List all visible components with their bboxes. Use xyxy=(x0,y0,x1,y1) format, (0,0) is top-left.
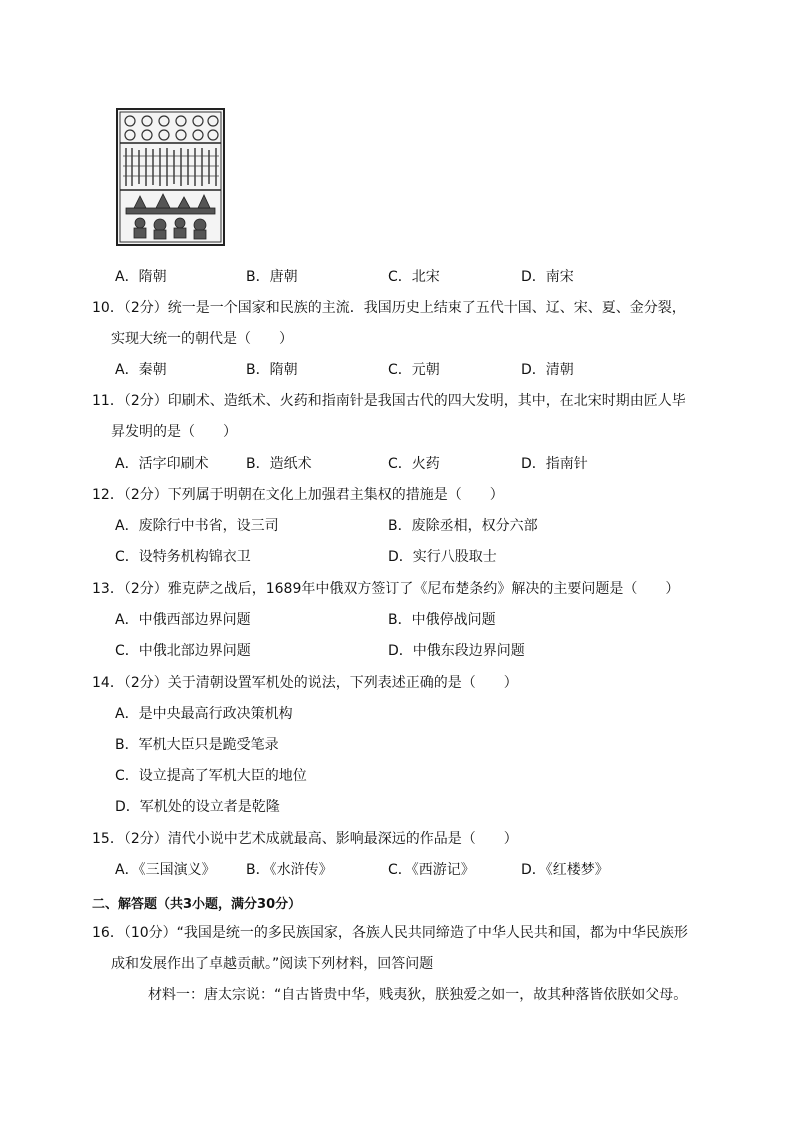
q13-option-a[interactable]: A．中俄西部边界问题 xyxy=(115,612,251,628)
q16-stem-line1: 16．（10分）“我国是统一的多民族国家，各族人民共同缔造了中华人民共和国，都为中华民族形 xyxy=(92,925,688,941)
q13-option-b[interactable]: B．中俄停战问题 xyxy=(388,612,496,628)
q12-stem: 12．（2分）下列属于明朝在文化上加强君主集权的措施是（ ） xyxy=(92,487,504,503)
q10-stem-line2: 实现大统一的朝代是（ ） xyxy=(111,331,293,347)
q15-option-d[interactable]: D．《红楼梦》 xyxy=(521,862,609,878)
q13-option-c[interactable]: C．中俄北部边界问题 xyxy=(115,643,251,659)
q16-stem-line2: 成和发展作出了卓越贡献。”阅读下列材料，回答问题 xyxy=(111,956,434,972)
q11-option-b[interactable]: B．造纸术 xyxy=(246,456,312,472)
q15-stem: 15．（2分）清代小说中艺术成就最高、影响最深远的作品是（ ） xyxy=(92,831,518,847)
q10-option-b[interactable]: B．隋朝 xyxy=(246,362,298,378)
q12-option-d[interactable]: D．实行八股取士 xyxy=(388,549,497,565)
q14-option-d[interactable]: D．军机处的设立者是乾隆 xyxy=(115,799,280,815)
q11-option-a[interactable]: A．活字印刷术 xyxy=(115,456,209,472)
q13-stem: 13．（2分）雅克萨之战后，1689年中俄双方签订了《尼布楚条约》解决的主要问题是（ ） xyxy=(92,581,680,597)
q9-option-d[interactable]: D．南宋 xyxy=(521,269,574,285)
q11-stem-line2: 昇发明的是（ ） xyxy=(111,424,237,440)
q15-option-a[interactable]: A．《三国演义》 xyxy=(115,862,216,878)
q14-option-a[interactable]: A．是中央最高行政决策机构 xyxy=(115,706,293,722)
q11-option-d[interactable]: D．指南针 xyxy=(521,456,588,472)
q14-option-c[interactable]: C．设立提高了军机大臣的地位 xyxy=(115,768,307,784)
q9-option-c[interactable]: C．北宋 xyxy=(388,269,440,285)
section-title: 二、解答题（共3小题，满分30分） xyxy=(92,897,302,912)
q9-option-a[interactable]: A．隋朝 xyxy=(115,269,167,285)
q15-option-b[interactable]: B．《水浒传》 xyxy=(246,862,333,878)
q12-option-b[interactable]: B．废除丞相，权分六部 xyxy=(388,518,538,534)
q13-option-d[interactable]: D．中俄东段边界问题 xyxy=(388,643,525,659)
q12-option-c[interactable]: C．设特务机构锦衣卫 xyxy=(115,549,251,565)
q15-option-c[interactable]: C．《西游记》 xyxy=(388,862,475,878)
q14-option-b[interactable]: B．军机大臣只是跪受笔录 xyxy=(115,737,279,753)
q11-stem-line1: 11．（2分）印刷术、造纸术、火药和指南针是我国古代的四大发明，其中，在北宋时期由匠人毕 xyxy=(92,393,686,409)
q9-option-b[interactable]: B．唐朝 xyxy=(246,269,298,285)
paper-money-image xyxy=(116,108,225,246)
q10-option-a[interactable]: A．秦朝 xyxy=(115,362,167,378)
q12-option-a[interactable]: A．废除行中书省，设三司 xyxy=(115,518,279,534)
q16-material-1: 材料一：唐太宗说：“自古皆贵中华，贱夷狄，朕独爱之如一，故其种落皆依朕如父母。 xyxy=(148,987,688,1003)
q11-option-c[interactable]: C．火药 xyxy=(388,456,440,472)
q10-option-d[interactable]: D．清朝 xyxy=(521,362,574,378)
q10-stem-line1: 10．（2分）统一是一个国家和民族的主流．我国历史上结束了五代十国、辽、宋、夏、金分裂， xyxy=(92,300,686,316)
q10-option-c[interactable]: C．元朝 xyxy=(388,362,440,378)
q14-stem: 14．（2分）关于清朝设置军机处的说法，下列表述正确的是（ ） xyxy=(92,675,518,691)
